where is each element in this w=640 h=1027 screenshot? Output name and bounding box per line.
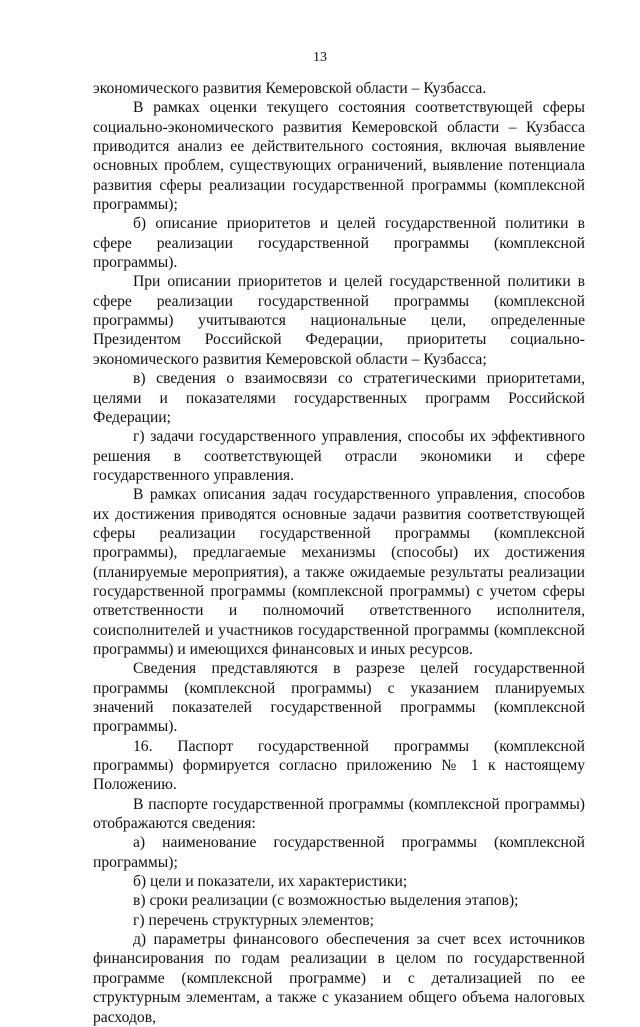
paragraph-10: В паспорте государственной программы (комплексной программы) отображаются сведения: xyxy=(93,795,585,833)
paragraph-7: В рамках описания задач государственного управления, способов их достижения приводятся основные задачи развития соответствующей сферы реализации государственной программы (комплексной программы), предлагаемые механизмы (способы) их достижения (планируемые мероприятия), а также ожидаемые результаты реализации государственной программы (комплексной программы) с учетом сферы ответственности и полномочий ответственного исполнителя, соисполнителей и участников государственной программы (комплексной программы) и имеющихся финансовых и иных ресурсов. xyxy=(93,486,585,658)
paragraph-5: в) сведения о взаимосвязи со стратегическими приоритетами, целями и показателями государственных программ Российской Федерации; xyxy=(93,370,585,426)
paragraph-13: в) сроки реализации (с возможностью выделения этапов); xyxy=(133,892,519,910)
paragraph-9: 16. Паспорт государственной программы (комплексной программы) формируется согласно приложению № 1 к настоящему Положению. xyxy=(93,737,585,794)
paragraph-8: Сведения представляются в разрезе целей государственной программы (комплексной программы) с указанием планируемых значений показателей государственной программы (комплексной программы). xyxy=(93,660,585,736)
paragraph-14: г) перечень структурных элементов; xyxy=(133,911,374,929)
page-number: 13 xyxy=(313,50,327,65)
paragraph-15: д) параметры финансового обеспечения за счет всех источников финансирования по годам реализации в целом по государственной программе (комплексной программе) и с детализацией по ее структурным элементам, а также с указанием общего объема налоговых расходов, xyxy=(93,931,585,1026)
paragraph-3: б) описание приоритетов и целей государственной политики в сфере реализации государственной программы (комплексной программы). xyxy=(93,215,585,272)
paragraph-11: а) наименование государственной программы (комплексной программы); xyxy=(93,834,585,871)
body-text xyxy=(93,79,585,1027)
paragraph-2: В рамках оценки текущего состояния соответствующей сферы социально-экономического развития Кемеровской области – Кузбасса приводится анализ ее действительного состояния, включая выявление основных проблем, существующих ограничений, выявление потенциала развития сферы реализации государственной программы (комплексной программы); xyxy=(93,99,585,214)
paragraph-6: г) задачи государственного управления, способы их эффективного решения в соответствующей отрасли экономики и сфере государственного управления. xyxy=(93,428,585,484)
paragraph-12: б) цели и показатели, их характеристики; xyxy=(133,873,408,891)
paragraph-4: При описании приоритетов и целей государственной политики в сфере реализации государственной программы (комплексной программы) учитываются национальные цели, определенные Президентом Российской Федерации, приоритеты социально-экономического развития Кемеровской области – Кузбасса; xyxy=(93,273,585,368)
paragraph-1: экономического развития Кемеровской области – Кузбасса. xyxy=(93,80,487,97)
